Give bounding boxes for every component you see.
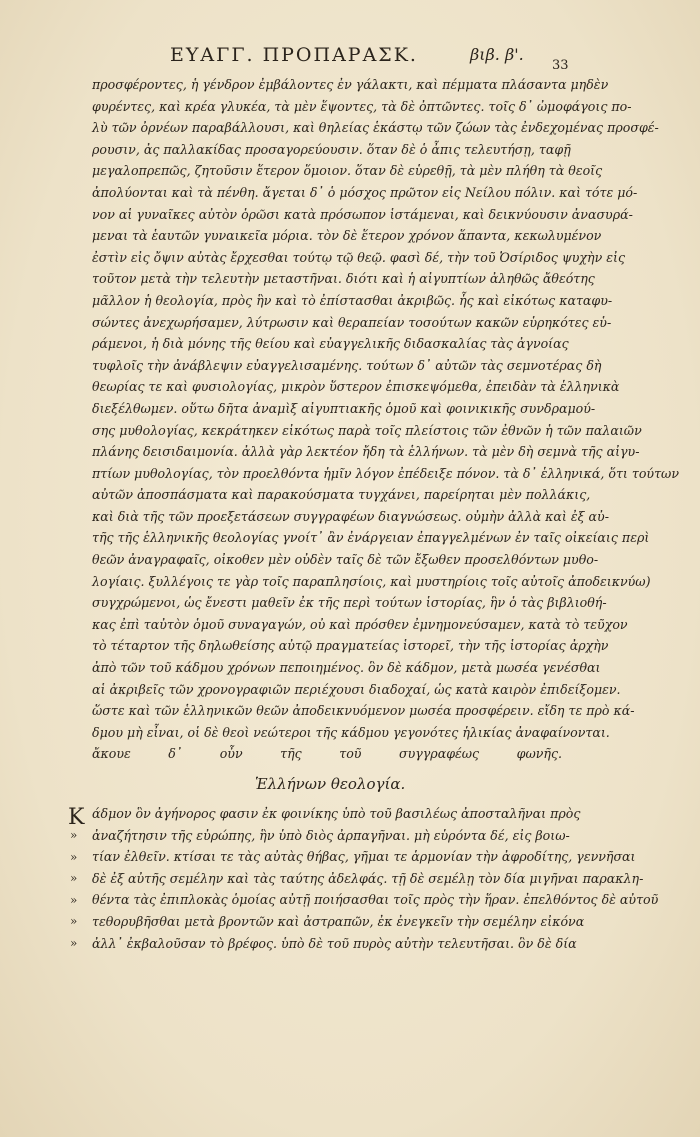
text-line: ἐστὶν εἰς ὄψιν αὐτὰς ἔρχεσθαι τούτῳ τῷ θεῷ. φασὶ δέ, τὴν τοῦ Ὀσίριδος ψυχὴν εἰς — [92, 249, 626, 265]
text-line: τυφλοῖς τὴν ἀνάβλεψιν εὐαγγελισαμένης. τούτων δ᾽ αὐτῶν τὰς σεμνοτέρας δὴ — [92, 357, 602, 373]
text-line: κας ἐπὶ ταὐτὸν ὁμοῦ συναγαγών, οὐ καὶ πρόσθεν ἐμνημονεύσαμεν, κατὰ τὸ τεῦχον — [92, 616, 628, 632]
text-line: μᾶλλον ἡ θεολογία, πρὸς ἣν καὶ τὸ ἐπίστασθαι ἀκριβῶς. ἧς καὶ εἰκότως καταφυ- — [92, 292, 613, 308]
quote-mark: » — [70, 935, 78, 950]
text-line: πλάνης δεισιδαιμονία. ἀλλὰ γὰρ λεκτέον ἤδη τὰ ἑλλήνων. τὰ μὲν δὴ σεμνὰ τῆς αἰγυ- — [92, 444, 640, 460]
section-line: τεθορυβῆσθαι μετὰ βροντῶν καὶ ἀστραπῶν, ἐκ ἐνεγκεῖν τὴν σεμέλην εἰκόνα — [92, 913, 585, 929]
text-line: λογίαις. ξυλλέγοις τε γὰρ τοῖς παραπλησίοις, καὶ μυστηρίοις τοῖς αὐτοῖς ἀποδεικνύω) — [92, 573, 651, 589]
text-line: τῆς τῆς ἑλληνικῆς θεολογίας γνοίτ᾽ ἂν ἐνάργειαν ἐπαγγελμένων ἐν ταῖς οἰκείαις περὶ — [92, 530, 650, 546]
section-line: τίαν ἐλθεῖν. κτίσαι τε τὰς αὐτὰς θήβας, γῆμαι τε ἁρμονίαν τὴν ἀφροδίτης, γεννῆσαι — [92, 849, 636, 865]
section-heading: Ἑλλήνων θεολογία. — [255, 775, 406, 793]
quote-mark: » — [70, 828, 78, 842]
section-line: άδμον ὃν ἀγήνορος φασιν ἐκ φοινίκης ὑπὸ τοῦ βασιλέως ἀποσταλῆναι πρὸς — [92, 806, 581, 821]
section-line: δὲ ἐξ αὐτῆς σεμέλην καὶ τὰς ταύτης ἀδελφάς. τῇ δὲ σεμέλῃ τὸν δία μιγῆναι παρακλη- — [92, 870, 644, 886]
section-line: ἀναζήτησιν τῆς εὐρώπης, ἣν ὑπὸ διὸς ἀρπαγῆναι. μὴ εὑρόντα δέ, εἰς βοιω- — [92, 827, 570, 843]
text-line: ἄκουε δ᾽ οὖν τῆς τοῦ συγγραφέως φωνῆς. — [92, 746, 562, 762]
quote-mark: » — [70, 849, 78, 864]
book-number: βιβ. β'. — [470, 45, 524, 64]
quote-mark: » — [70, 871, 78, 886]
text-line: αἱ ἀκριβεῖς τῶν χρονογραφιῶν περιέχουσι διαδοχαί, ὡς κατὰ καιρὸν ἐπιδείξομεν. — [92, 681, 621, 697]
page-number: 33 — [552, 58, 569, 73]
text-line: προσφέροντες, ἡ γένδρον ἐμβάλοντες ἐν γάλακτι, καὶ πέμματα πλάσαντα μηδὲν — [92, 77, 609, 92]
text-line: ράμενοι, ἡ διὰ μόνης τῆς θείου καὶ εὐαγγελικῆς διδασκαλίας τὰς ἀγνοίας — [92, 336, 569, 352]
text-line: νον αἱ γυναῖκες αὐτὸν ὁρῶσι κατὰ πρόσωπον ἱστάμεναι, καὶ δεικνύουσιν ἀνασυρά- — [92, 206, 633, 222]
section-line: θέντα τὰς ἐπιπλοκὰς ὁμοίας αὐτῇ ποιήσασθαι τοῖς πρὸς τὴν ἥραν. ἐπελθόντος δὲ αὐτοῦ — [92, 892, 659, 908]
text-line: ρουσιν, ἀς παλλακίδας προσαγορεύουσιν. ὅταν δὲ ὁ ἆπις τελευτήσῃ, ταφῇ — [92, 141, 571, 157]
text-line: ὥστε καὶ τῶν ἑλληνικῶν θεῶν ἀποδεικνυόμενον μωσέα προσφέρειν. εἴδη τε πρὸ κά- — [92, 703, 635, 719]
main-text-block — [92, 74, 679, 765]
text-line: μεναι τὰ ἑαυτῶν γυναικεῖα μόρια. τὸν δὲ ἕτερον χρόνον ἅπαντα, κεκωλυμένον — [92, 228, 602, 244]
section-line: ἀλλ᾽ ἐκβαλοῦσαν τὸ βρέφος. ὑπὸ δὲ τοῦ πυρὸς αὐτὴν τελευτῆσαι. ὃν δὲ δία — [92, 935, 577, 951]
text-line: καὶ διὰ τῆς τῶν προεξετάσεων συγγραφέων διαγνώσεως. οὐμὴν ἀλλὰ καὶ ἐξ αὐ- — [92, 508, 609, 524]
quote-mark: » — [70, 914, 78, 929]
quote-mark: » — [70, 892, 78, 907]
text-line: τοῦτον μετὰ τὴν τελευτὴν μεταστῆναι. διότι καὶ ἡ αἰγυπτίων ἀληθῶς ἄθεότης — [92, 271, 595, 287]
text-line: λὺ τῶν ὀρνέων παραβάλλουσι, καὶ θηλείας ἑκάστῳ τῶν ζώων τὰς ἐνδεχομένας προσφέ- — [92, 120, 659, 136]
text-line: δμου μὴ εἶναι, οἱ δὲ θεοὶ νεώτεροι τῆς κάδμου γεγονότες ἡλικίας ἀναφαίνονται. — [92, 724, 610, 740]
section-text-block — [92, 803, 659, 954]
text-line: θεωρίας τε καὶ φυσιολογίας, μικρὸν ὕστερον ἐπισκεψόμεθα, ἐπειδὰν τὰ ἑλληνικὰ — [92, 379, 620, 395]
text-line: διεξέλθωμεν. οὕτω δῆτα ἀναμὶξ αἰγυπτιακῆς ὁμοῦ καὶ φοινικικῆς συνδραμού- — [92, 400, 596, 416]
text-line: σης μυθολογίας, κεκράτηκεν εἰκότως παρὰ τοῖς πλείστοις τῶν ἐθνῶν ἡ τῶν παλαιῶν — [92, 422, 642, 438]
text-line: φυρέντες, καὶ κρέα γλυκέα, τὰ μὲν ἕψοντες, τὰ δὲ ὀπτῶντες. τοῖς δ᾽ ὠμοφάγοις πο- — [92, 98, 632, 114]
quotation-marks-column — [70, 825, 88, 955]
drop-initial: Κ — [68, 805, 85, 830]
running-title: ΕΥΑΓΓ. ΠΡΟΠΑΡΑΣΚ. — [170, 44, 418, 66]
running-head — [170, 44, 610, 70]
text-line: μεγαλοπρεπῶς, ζητοῦσιν ἕτερον ὅμοιον. ὅταν δὲ εὑρεθῇ, τὰ μὲν πλήθη τὰ θεοῖς — [92, 163, 603, 179]
text-line: συγχρώμενοι, ὡς ἔνεστι μαθεῖν ἐκ τῆς περὶ τούτων ἱστορίας, ἣν ὁ τὰς βιβλιοθή- — [92, 595, 607, 611]
text-line: σώντες ἀνεχωρήσαμεν, λύτρωσιν καὶ θεραπείαν τοσούτων κακῶν εὑρηκότες εὑ- — [92, 314, 612, 330]
text-line: τὸ τέταρτον τῆς δηλωθείσης αὐτῷ πραγματείας ἱστορεῖ, τὴν τῆς ἱστορίας ἀρχὴν — [92, 638, 609, 654]
text-line: ἀπολύονται καὶ τὰ πένθη. ἄγεται δ᾽ ὁ μόσχος πρῶτον εἰς Νείλου πόλιν. καὶ τότε μό- — [92, 184, 638, 200]
text-line: αὐτῶν ἀποσπάσματα καὶ παρακούσματα τυγχάνει, παρείρηται μὲν πολλάκις, — [92, 487, 591, 503]
text-line: θεῶν ἀναγραφαῖς, οἰκοθεν μὲν οὐδὲν ταῖς δὲ τῶν ἔξωθεν προσελθόντων μυθο- — [92, 552, 599, 568]
text-line: πτίων μυθολογίας, τὸν προελθόντα ἡμῖν λόγον ἐπέδειξε πόνον. τὰ δ᾽ ἑλληνικά, ὅτι τούτων — [92, 465, 679, 481]
text-line: ἀπὸ τῶν τοῦ κάδμου χρόνων πεποιημένος. ὃν δὲ κάδμον, μετὰ μωσέα γενέσθαι — [92, 660, 601, 676]
